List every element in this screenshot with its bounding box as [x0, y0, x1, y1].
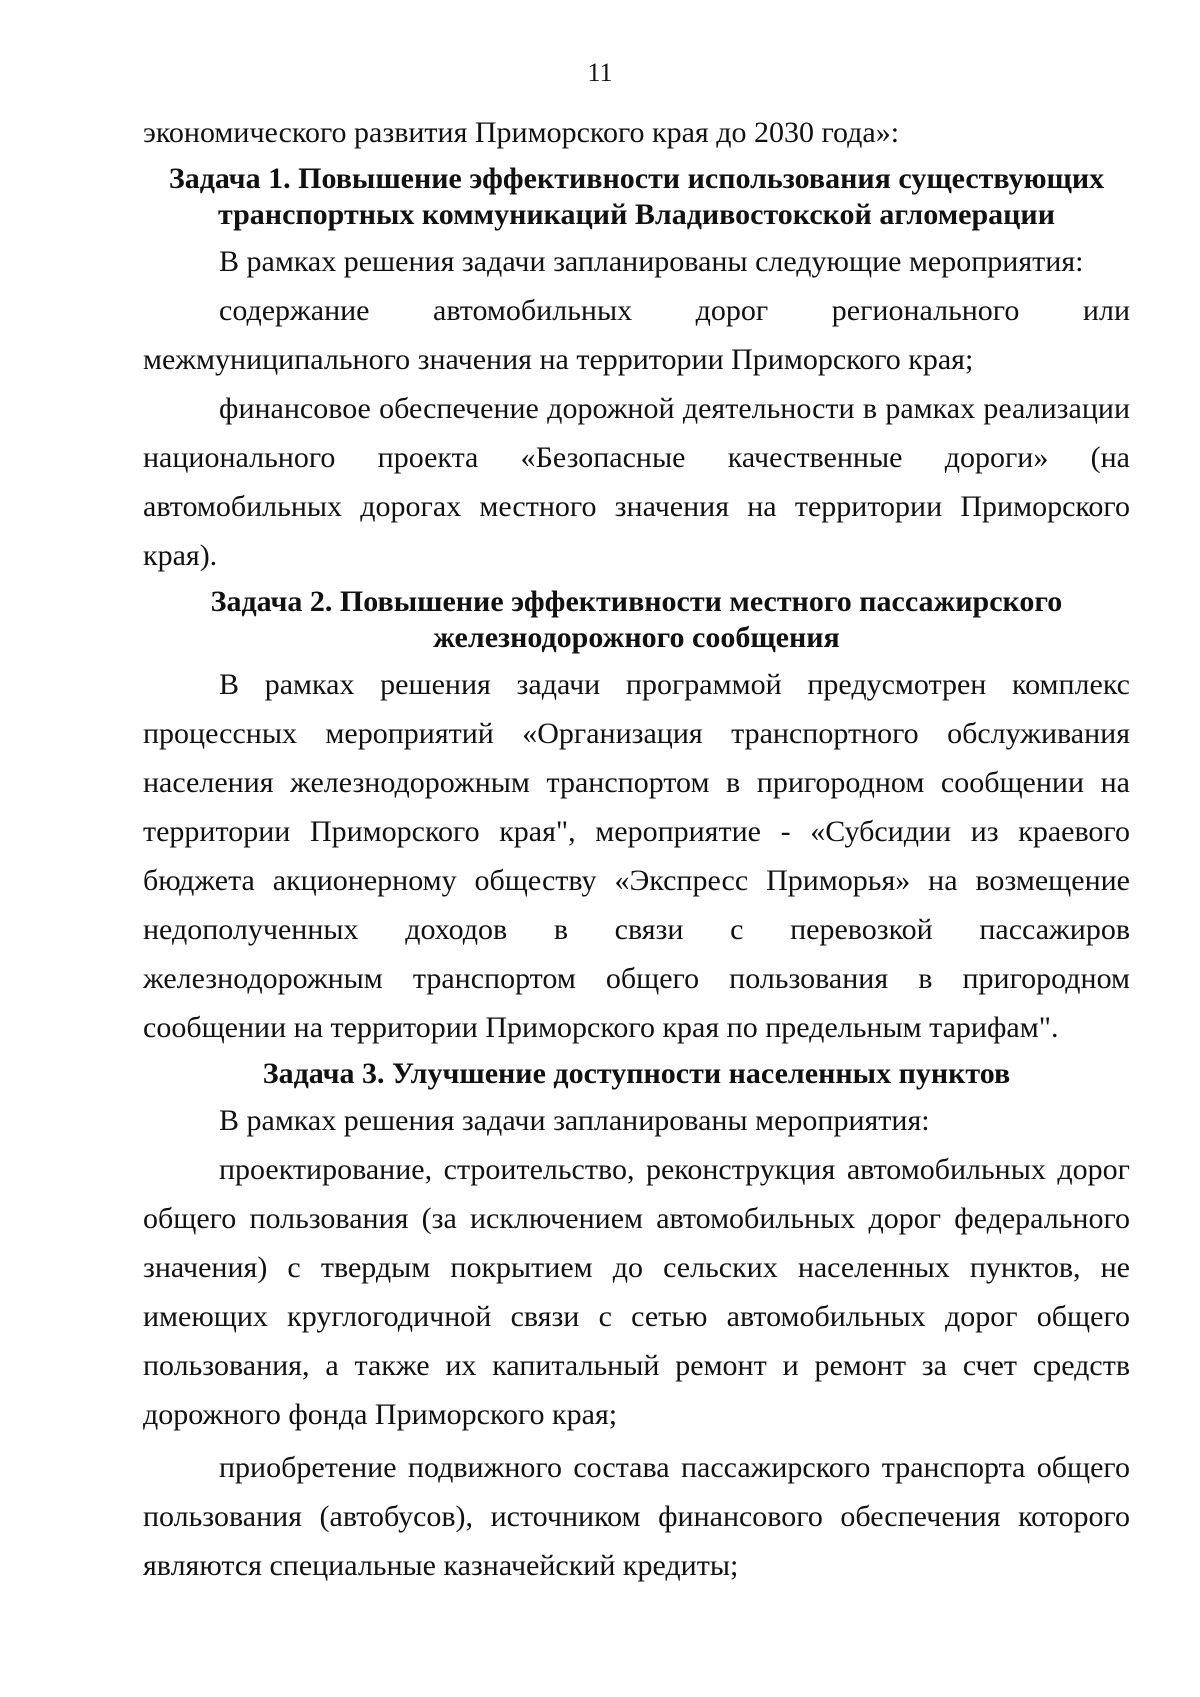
intro-line: экономического развития Приморского края до 2030 года»:: [143, 116, 900, 149]
task2-heading-line1: Задача 2. Повышение эффективности местного пассажирского: [210, 585, 1063, 618]
task2-paragraph-1: В рамках решения задачи программой предусмотрен комплекс процессных мероприятий «Организация транспортного обслуживания населения железнодорожным транспортом в пригородном сообщении на территории Приморского края", мероприятие - «Субсидии из краевого бюджета акционерному обществу «Экспресс Приморья» на возмещение недополученных доходов в связи с перевозкой пассажиров железнодорожным транспортом общего пользования в пригородном сообщении на территории Приморского края по предельным тарифам".: [143, 668, 1130, 1044]
task1-paragraph-1: В рамках решения задачи запланированы следующие мероприятия:: [219, 245, 1084, 278]
page-number: 11: [587, 58, 613, 87]
task1-paragraph-2: содержание автомобильных дорог регионального или межмуниципального значения на территории Приморского края;: [143, 294, 1130, 376]
task3-paragraph-2: проектирование, строительство, реконструкция автомобильных дорог общего пользования (за исключением автомобильных дорог федерального значения) с твердым покрытием до сельских населенных пунктов, не имеющих круглогодичной связи с сетью автомобильных дорог общего пользования, а также их капитальный ремонт и ремонт за счет средств дорожного фонда Приморского края;: [143, 1153, 1130, 1431]
task1-heading-line1: Задача 1. Повышение эффективности использования существующих: [168, 162, 1105, 195]
task2-heading: [143, 580, 1130, 660]
task1-heading: [143, 157, 1130, 237]
task2-heading-line2: железнодорожного сообщения: [433, 621, 840, 654]
task1-paragraph-3: финансовое обеспечение дорожной деятельности в рамках реализации национального проекта «Безопасные качественные дороги» (на автомобильных дорогах местного значения на территории Приморского края).: [143, 392, 1130, 572]
task3-heading: Задача 3. Улучшение доступности населенных пунктов: [262, 1057, 1011, 1090]
task3-paragraph-1: В рамках решения задачи запланированы мероприятия:: [219, 1104, 930, 1137]
task3-paragraph-3: приобретение подвижного состава пассажирского транспорта общего пользования (автобусов), источником финансового обеспечения которого являются специальные казначейский кредиты;: [143, 1451, 1130, 1582]
page-content: [143, 108, 1130, 1590]
task1-heading-line2: транспортных коммуникаций Владивостокской агломерации: [218, 198, 1055, 231]
